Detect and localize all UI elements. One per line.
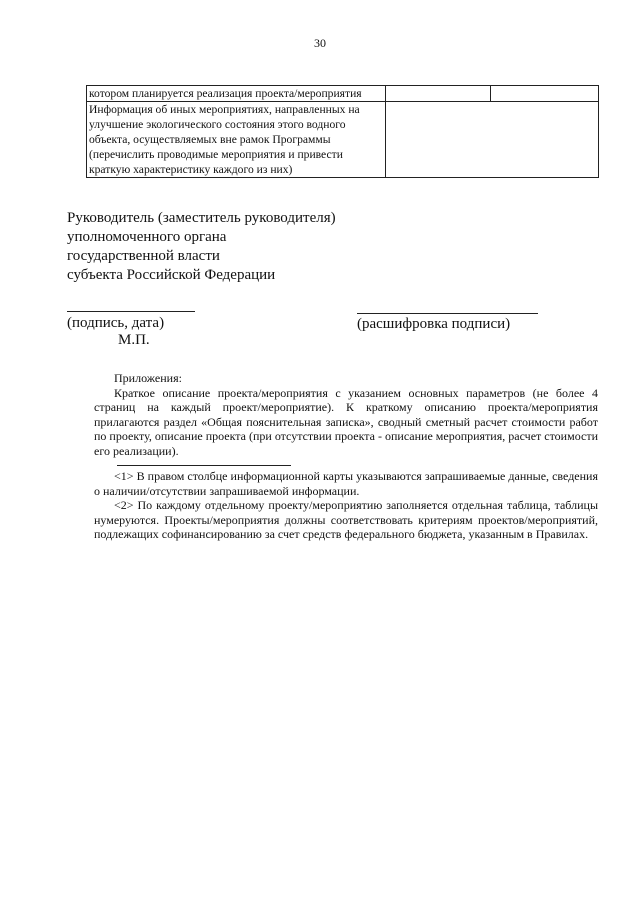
page-number: 30 bbox=[314, 36, 326, 50]
signatory-line: субъекта Российской Федерации bbox=[67, 267, 276, 283]
table-cell-value bbox=[386, 86, 491, 102]
stamp-label: М.П. bbox=[118, 332, 150, 348]
appendix-title: Приложения: bbox=[114, 371, 182, 385]
table-cell-value bbox=[491, 86, 599, 102]
table-row bbox=[87, 102, 599, 178]
transcript-caption: (расшифровка подписи) bbox=[357, 316, 511, 332]
table-cell-label: котором планируется реализация проекта/мероприятия bbox=[87, 86, 386, 102]
signatory-line: Руководитель (заместитель руководителя) bbox=[67, 210, 336, 226]
name-transcript-line bbox=[357, 313, 538, 314]
table-row bbox=[87, 86, 599, 102]
signature-caption: (подпись, дата) bbox=[67, 315, 165, 331]
footnote: <1> В правом столбце информационной карты указываются запрашиваемые данные, сведения о наличии/отсутствии запрашиваемой информации. bbox=[94, 469, 598, 498]
table-cell-label: Информация об иных мероприятиях, направленных на улучшение экологического состояния этого водного объекта, осуществляемых вне рамок Программы (перечислить проводимые мероприятия и привести краткую характеристику каждого из них) bbox=[87, 102, 386, 178]
footnote-separator bbox=[117, 465, 291, 466]
signature-line bbox=[67, 311, 195, 312]
footnotes bbox=[94, 469, 598, 542]
signatory-line: уполномоченного органа bbox=[67, 229, 227, 245]
appendix-text: Краткое описание проекта/мероприятия с указанием основных параметров (не более 4 страниц на каждый проект/мероприятие). К краткому описанию проекта/мероприятия прилагаются раздел «Общая пояснительная записка», сводный сметный расчет стоимости работ по проекту, описание проекта (при отсутствии проекта - описание мероприятия, расчет стоимости его реализации). bbox=[94, 385, 598, 458]
appendix-section bbox=[94, 371, 598, 459]
signatory-block bbox=[67, 209, 336, 285]
signatory-line: государственной власти bbox=[67, 248, 220, 264]
footnote: <2> По каждому отдельному проекту/мероприятию заполняется отдельная таблица, таблицы нумеруются. Проекты/мероприятия должны соответствовать критериям проектов/мероприятий, подлежащих софинансированию за счет средств федерального бюджета, указанным в Правилах. bbox=[94, 498, 598, 542]
information-card-table bbox=[86, 85, 599, 178]
table-cell-value bbox=[386, 102, 599, 178]
